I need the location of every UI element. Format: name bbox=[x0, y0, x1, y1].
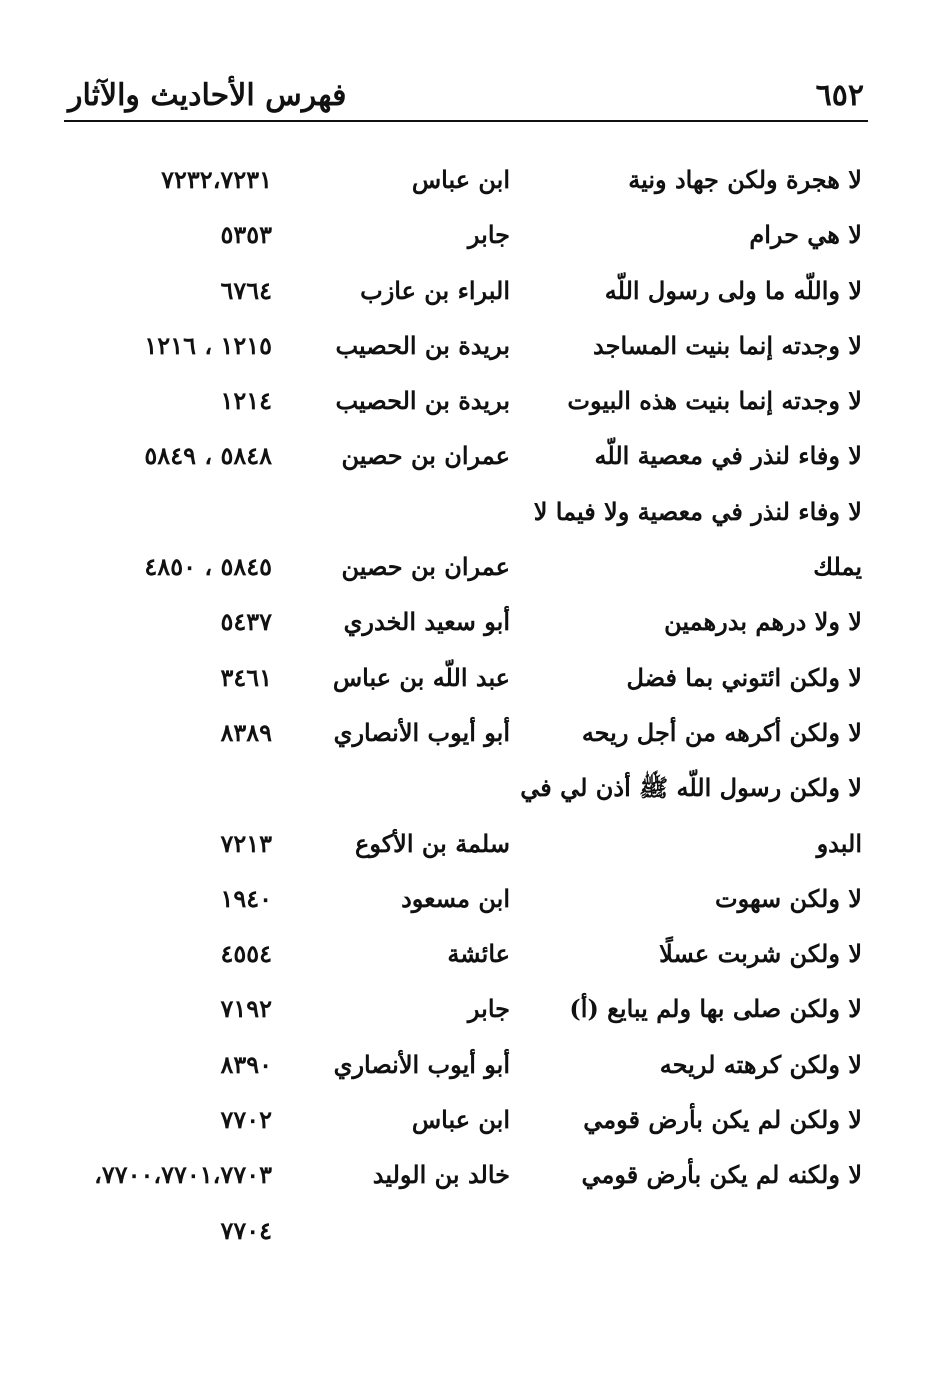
narrator: عائشة bbox=[447, 939, 510, 969]
index-row bbox=[0, 541, 932, 596]
header-title: فهرس الأحاديث والآثار bbox=[68, 78, 347, 113]
hadith-text: لا ولكن أكرهه من أجل ريحه bbox=[581, 717, 862, 747]
hadith-text: لا ولكن لم يكن بأرض قومي bbox=[583, 1105, 862, 1135]
index-row bbox=[0, 265, 932, 320]
hadith-text: لا هي حرام bbox=[749, 220, 862, 250]
hadith-numbers: ٥٤٣٧ bbox=[220, 607, 272, 637]
hadith-numbers: ٥٨٤٨ ، ٥٨٤٩ bbox=[144, 441, 272, 471]
hadith-text: لا ولكن ائتوني بما فضل bbox=[626, 662, 862, 692]
narrator: ابن مسعود bbox=[401, 883, 510, 913]
hadith-numbers: ٥٣٥٣ bbox=[220, 220, 272, 250]
hadith-text: لا ولا درهم بدرهمين bbox=[664, 607, 862, 637]
hadith-text: يملك bbox=[813, 552, 862, 582]
narrator: ابن عباس bbox=[411, 1105, 510, 1135]
narrator: بريدة بن الحصيب bbox=[335, 330, 510, 360]
narrator: عمران بن حصين bbox=[341, 552, 510, 582]
hadith-numbers: ١٢١٤ bbox=[220, 386, 272, 416]
narrator: جابر bbox=[467, 994, 510, 1024]
narrator: ابن عباس bbox=[411, 165, 510, 194]
index-row bbox=[0, 983, 932, 1038]
hadith-text: لا ولكنه لم يكن بأرض قومي bbox=[581, 1160, 862, 1190]
narrator: جابر bbox=[467, 220, 510, 250]
hadith-index-list bbox=[0, 154, 932, 1260]
hadith-numbers: ٤٥٥٤ bbox=[220, 939, 272, 969]
page-header bbox=[64, 74, 868, 120]
index-row bbox=[0, 1205, 932, 1260]
hadith-numbers: ٨٣٨٩ bbox=[220, 717, 272, 747]
narrator: سلمة بن الأكوع bbox=[355, 828, 510, 858]
hadith-text: لا ولكن صلى بها ولم يبايع (أ) bbox=[569, 994, 862, 1024]
hadith-text: لا واللّه ما ولى رسول اللّه bbox=[604, 275, 862, 305]
index-row bbox=[0, 486, 932, 541]
hadith-numbers: ٨٣٩٠ bbox=[220, 1049, 272, 1079]
narrator: البراء بن عازب bbox=[360, 275, 510, 305]
index-row bbox=[0, 1149, 932, 1204]
narrator: أبو أيوب الأنصاري bbox=[333, 1049, 510, 1079]
hadith-numbers: ٧١٩٢ bbox=[220, 994, 272, 1024]
index-row bbox=[0, 154, 932, 209]
hadith-numbers: ٦٧٦٤ bbox=[220, 275, 272, 305]
hadith-numbers: ٧٧٠٤ bbox=[220, 1215, 272, 1245]
hadith-text: لا هجرة ولكن جهاد ونية bbox=[628, 165, 862, 194]
index-row bbox=[0, 762, 932, 817]
hadith-text: لا ولكن سهوت bbox=[715, 883, 862, 913]
hadith-text: لا ولكن كرهته لريحه bbox=[659, 1049, 862, 1079]
index-row bbox=[0, 1094, 932, 1149]
narrator: أبو سعيد الخدري bbox=[343, 607, 510, 637]
narrator: عبد اللّه بن عباس bbox=[332, 662, 510, 692]
index-row bbox=[0, 873, 932, 928]
hadith-numbers: ٥٨٤٥ ، ٤٨٥٠ bbox=[144, 552, 272, 582]
header-divider bbox=[64, 120, 868, 122]
index-row bbox=[0, 320, 932, 375]
hadith-numbers: ٧٢٣٢،٧٢٣١ bbox=[161, 165, 272, 194]
hadith-numbers: ١٩٤٠ bbox=[220, 883, 272, 913]
narrator: بريدة بن الحصيب bbox=[335, 386, 510, 416]
hadith-text: لا ولكن رسول اللّه ﷺ أذن لي في bbox=[520, 773, 862, 803]
index-row bbox=[0, 375, 932, 430]
index-row bbox=[0, 430, 932, 485]
narrator: خالد بن الوليد bbox=[372, 1160, 510, 1190]
index-row bbox=[0, 652, 932, 707]
hadith-numbers: ٣٤٦١ bbox=[220, 662, 272, 692]
hadith-numbers: ٧٧٠٠،٧٧٠١،٧٧٠٣، bbox=[94, 1160, 272, 1190]
hadith-text: لا وفاء لنذر في معصية اللّه bbox=[594, 441, 862, 471]
index-row bbox=[0, 209, 932, 264]
hadith-text: لا وجدته إنما بنيت المساجد bbox=[593, 330, 862, 360]
hadith-text: لا وجدته إنما بنيت هذه البيوت bbox=[567, 386, 862, 416]
index-row bbox=[0, 928, 932, 983]
hadith-numbers: ١٢١٥ ، ١٢١٦ bbox=[144, 330, 272, 360]
page-number: ٦٥٢ bbox=[815, 78, 864, 113]
hadith-numbers: ٧٢١٣ bbox=[220, 828, 272, 858]
index-row bbox=[0, 707, 932, 762]
hadith-numbers: ٧٧٠٢ bbox=[220, 1105, 272, 1135]
narrator: عمران بن حصين bbox=[341, 441, 510, 471]
index-row bbox=[0, 596, 932, 651]
index-row bbox=[0, 1039, 932, 1094]
index-row bbox=[0, 818, 932, 873]
hadith-text: البدو bbox=[816, 828, 862, 858]
hadith-text: لا وفاء لنذر في معصية ولا فيما لا bbox=[533, 496, 862, 526]
hadith-text: لا ولكن شربت عسلًا bbox=[659, 939, 862, 969]
narrator: أبو أيوب الأنصاري bbox=[333, 717, 510, 747]
